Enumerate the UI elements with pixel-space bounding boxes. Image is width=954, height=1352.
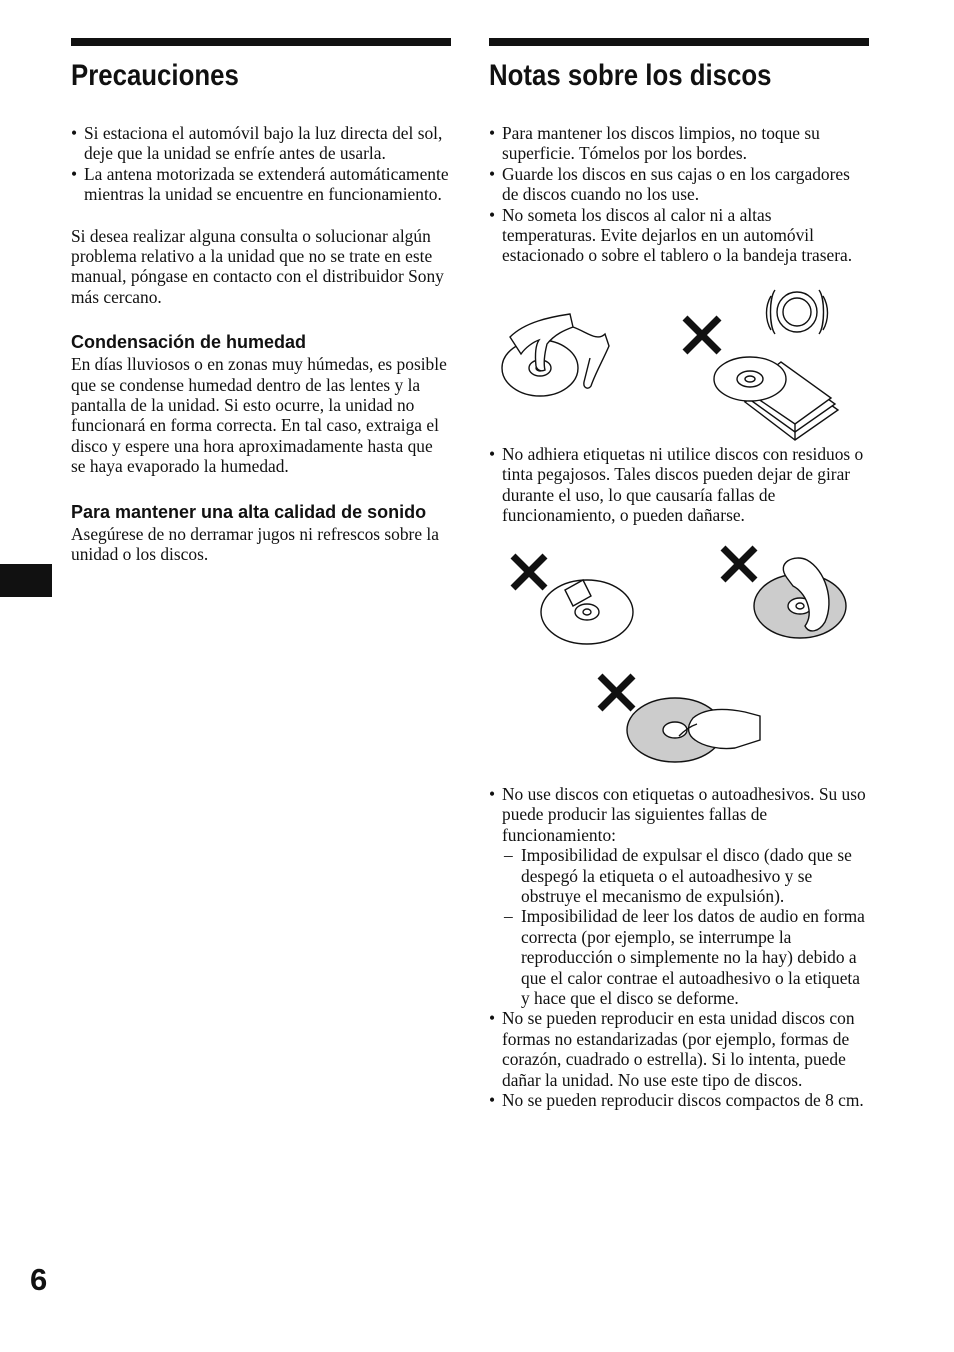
list-item: • No se pueden reproducir discos compactos de 8 cm. xyxy=(489,1090,869,1110)
list-item: • La antena motorizada se extenderá automáticamente mientras la unidad se encuentre en funcionamiento. xyxy=(71,164,451,205)
title-notas-discos: Notas sobre los discos xyxy=(489,59,772,92)
section-tab xyxy=(0,564,52,597)
subhead-condensacion: Condensación de humedad xyxy=(71,332,307,353)
disc-care-list xyxy=(489,123,869,266)
list-item: • Para mantener los discos limpios, no toque su superficie. Tómelos por los bordes. xyxy=(489,123,869,164)
sub-list xyxy=(502,845,869,1008)
sticky-disc-illustration xyxy=(505,540,865,772)
calidad-sonido-paragraph: Asegúrese de no derramar jugos ni refrescos sobre la unidad o los discos. xyxy=(71,523,439,565)
list-item-text: No use discos con etiquetas o autoadhesivos. Su uso puede producir las siguientes fallas de funcionamiento: xyxy=(502,784,866,845)
list-item: • Si estaciona el automóvil bajo la luz directa del sol, deje que la unidad se enfríe antes de usarla. xyxy=(71,123,451,164)
title-precauciones: Precauciones xyxy=(71,59,239,92)
right-column xyxy=(489,38,869,266)
page-number: 6 xyxy=(30,1262,48,1297)
heading-rule xyxy=(489,38,869,46)
sub-list-item: – Imposibilidad de leer los datos de audio en forma correcta (por ejemplo, se interrumpe la reproducción o simplemente no la hay) debido a que el calor contrae el autoadhesivo o la etiqueta y hace que el disco se deforme. xyxy=(502,906,869,1008)
list-item: • Guarde los discos en sus cajas o en los cargadores de discos cuando no los use. xyxy=(489,164,869,205)
list-item: • No someta los discos al calor ni a altas temperaturas. Evite dejarlos en un automóvil estacionado o sobre el tablero o la bandeja trasera. xyxy=(489,205,869,266)
label-warning-list xyxy=(489,444,869,526)
heading-rule xyxy=(71,38,451,46)
list-item: • No adhiera etiquetas ni utilice discos con residuos o tinta pegajosos. Tales discos pueden dejar de girar durante el uso, lo que causaría fallas de funcionamiento, o pueden dañarse. xyxy=(489,444,869,526)
condensacion-paragraph: En días lluviosos o en zonas muy húmedas, es posible que se condense humedad dentro de las lentes y la pantalla de la unidad. Si esto ocurre, la unidad no funcionará en forma correcta. En tal caso, extraiga el disco y espere una hora aproximadamente hasta que se haya evaporado la humedad. xyxy=(71,354,447,477)
sticker-warning-list xyxy=(489,784,869,1111)
right-column-continued xyxy=(489,444,869,526)
list-item xyxy=(489,784,869,1008)
intro-paragraph: Si desea realizar alguna consulta o solucionar algún problema relativo a la unidad que no se trate en este manual, póngase en contacto con el distribuidor Sony más cercano. xyxy=(71,225,444,307)
precautions-list xyxy=(71,123,451,205)
sub-list-item: – Imposibilidad de expulsar el disco (dado que se despegó la etiqueta o el autoadhesivo y se obstruye el mecanismo de expulsión). xyxy=(502,845,869,906)
left-column xyxy=(71,38,451,565)
right-column-final xyxy=(489,784,869,1111)
subhead-calidad-sonido: Para mantener una alta calidad de sonido xyxy=(71,501,427,522)
list-item: • No se pueden reproducir en esta unidad discos con formas no estandarizadas (por ejemplo, formas de corazón, cuadrado o estrella). Si lo intenta, puede dañar la unidad. No use este tipo de discos. xyxy=(489,1008,869,1090)
disc-handling-illustration xyxy=(495,282,845,442)
